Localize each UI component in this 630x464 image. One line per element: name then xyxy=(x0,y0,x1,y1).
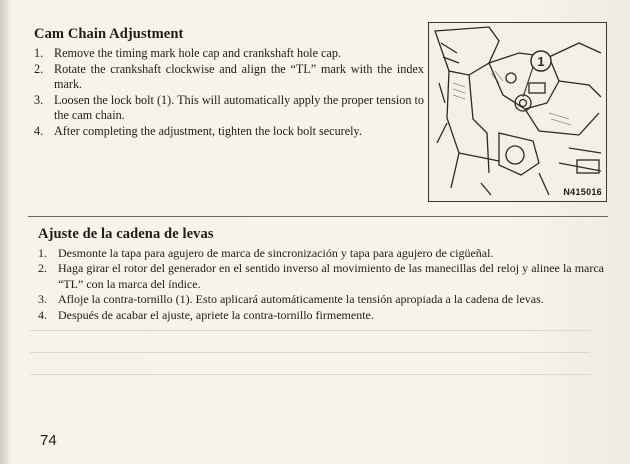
page-spine-shadow xyxy=(0,0,9,464)
step-number: 1. xyxy=(38,246,47,260)
step-text: Loosen the lock bolt (1). This will automatically apply the proper tension to the cam chain. xyxy=(54,92,424,123)
engine-illustration xyxy=(428,22,607,202)
list-item xyxy=(38,261,604,292)
section-divider xyxy=(28,216,608,217)
step-text: Rotate the crankshaft clockwise and align the “TL” mark with the index mark. xyxy=(54,61,424,92)
step-number: 4. xyxy=(34,123,44,138)
english-section xyxy=(34,26,424,140)
spanish-section xyxy=(38,226,604,323)
callout-number: 1 xyxy=(537,54,545,69)
step-text: Desmonte la tapa para agujero de marca de sincronización y tapa para agujero de cigüeñal. xyxy=(58,246,494,260)
page-number: 74 xyxy=(40,432,57,449)
step-number: 3. xyxy=(34,92,44,107)
spanish-steps xyxy=(38,246,604,323)
list-item xyxy=(38,246,604,261)
list-item xyxy=(38,292,604,307)
section-title-spanish: Ajuste de la cadena de levas xyxy=(38,226,214,242)
bleed-through-line xyxy=(30,352,590,353)
bleed-through-line xyxy=(30,330,590,331)
step-number: 2. xyxy=(34,61,44,76)
list-item xyxy=(38,308,604,323)
step-text: Remove the timing mark hole cap and crankshaft hole cap. xyxy=(54,46,341,60)
step-text: After completing the adjustment, tighten the lock bolt securely. xyxy=(54,123,362,138)
bleed-through-line xyxy=(30,374,590,375)
list-item xyxy=(34,46,424,62)
step-number: 3. xyxy=(38,292,47,307)
list-item xyxy=(34,62,424,93)
step-number: 4. xyxy=(38,307,47,322)
english-steps xyxy=(34,46,424,140)
section-title-english: Cam Chain Adjustment xyxy=(34,26,184,42)
step-number: 2. xyxy=(38,261,47,276)
step-text: Haga girar el rotor del generador en el sentido inverso al movimiento de las manecillas del reloj y alinee la marca “TL” con la marca del índice. xyxy=(58,261,604,291)
step-number: 1. xyxy=(34,46,44,60)
figure-code: N415016 xyxy=(563,187,602,197)
list-item xyxy=(34,93,424,124)
step-text: Afloje la contra-tornillo (1). Esto aplicará automáticamente la tensión apropiada a la cadena de levas. xyxy=(58,292,544,307)
engine-drawing xyxy=(429,23,606,201)
step-text: Después de acabar el ajuste, apriete la contra-tornillo firmemente. xyxy=(58,307,374,322)
list-item xyxy=(34,124,424,140)
